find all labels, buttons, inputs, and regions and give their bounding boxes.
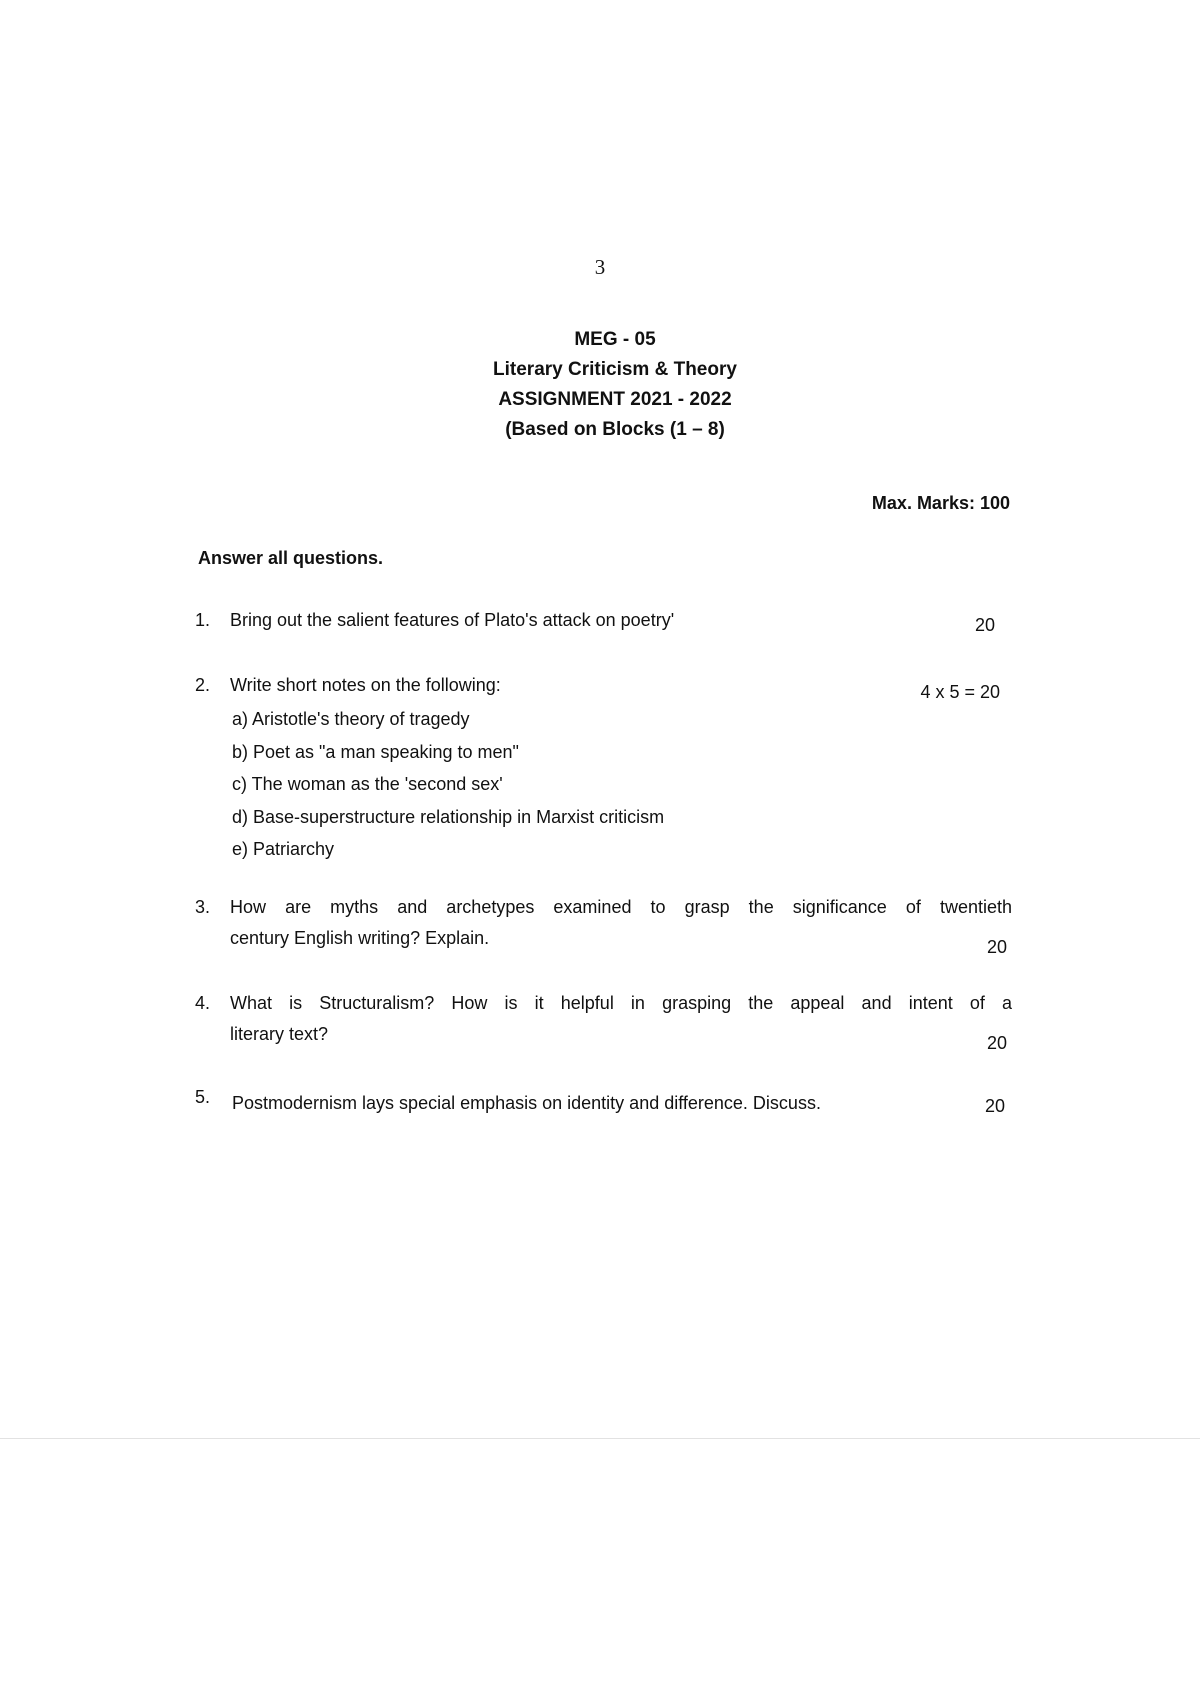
- page-number: 3: [594, 255, 606, 279]
- question-text-line-2: century English writing? Explain.: [230, 928, 490, 948]
- sub-question: b) Poet as "a man speaking to men": [232, 741, 519, 762]
- question-text: Bring out the salient features of Plato's attack on poetry': [230, 610, 675, 630]
- question-text: Postmodernism lays special emphasis on identity and difference. Discuss.: [232, 1093, 821, 1113]
- sub-question: a) Aristotle's theory of tragedy: [232, 709, 470, 729]
- question-marks: 20: [986, 937, 1008, 957]
- question-number: 1.: [195, 610, 211, 630]
- question-text-line-1: How are myths and archetypes examined to grasp the significance of twentieth: [230, 897, 1012, 917]
- sub-question-list: [232, 703, 664, 866]
- course-title: Literary Criticism & Theory: [493, 359, 737, 380]
- blocks-note: (Based on Blocks (1 – 8): [505, 419, 725, 440]
- document-header: [0, 325, 1200, 445]
- question-text-line-2: literary text?: [230, 1024, 329, 1044]
- max-marks: Max. Marks: 100: [871, 493, 1010, 513]
- question-marks: 20: [974, 615, 996, 635]
- sub-question: c) The woman as the 'second sex': [232, 774, 503, 794]
- question-text: Write short notes on the following:: [230, 675, 501, 695]
- question-marks: 20: [986, 1033, 1008, 1053]
- question-number: 3.: [195, 897, 211, 917]
- instruction: Answer all questions.: [198, 548, 384, 568]
- question-marks: 20: [984, 1096, 1006, 1116]
- sub-question: e) Patriarchy: [232, 839, 335, 859]
- assignment-title: ASSIGNMENT 2021 - 2022: [498, 389, 732, 410]
- question-number: 4.: [195, 993, 211, 1013]
- course-code: MEG - 05: [574, 329, 656, 350]
- question-number: 5.: [195, 1087, 211, 1107]
- scan-artifact-line: [0, 1438, 1200, 1439]
- question-marks: 4 x 5 = 20: [920, 682, 1000, 702]
- question-text-line-1: What is Structuralism? How is it helpful in grasping the appeal and intent of a: [230, 993, 1012, 1013]
- question-number: 2.: [195, 675, 211, 695]
- sub-question: d) Base-superstructure relationship in Marxist criticism: [232, 806, 665, 827]
